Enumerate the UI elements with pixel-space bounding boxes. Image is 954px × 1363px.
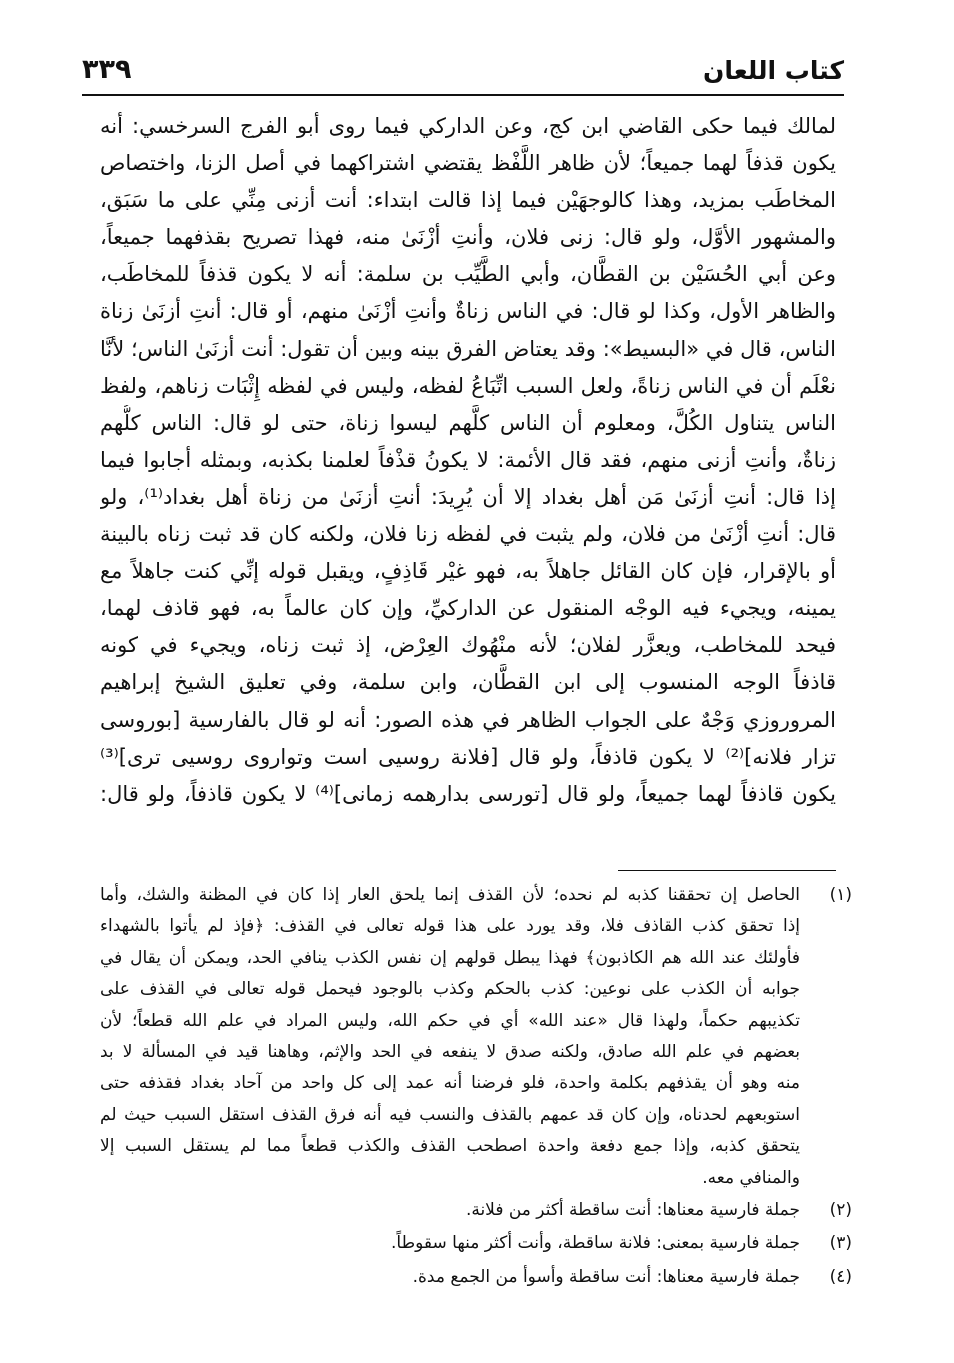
footnote-line: يتحقق كذبه، وإذا جمع دفعة واحدة اصطحب القذف والكذب قطعاً مما لم يستقل السبب إلا — [100, 1136, 800, 1157]
text-line: المخاطَب بمزيد، وهذا كالوجهَيْن فيما إذا قالت ابتداء: أنت أزنى مِنِّي على ما سَبَق، — [100, 188, 836, 213]
footnote-line: الحاصل إن تحققنا كذبه لم نحده؛ لأن القذف إنما يلحق العار إذا كان في المظنة والشك، وأما — [100, 885, 800, 905]
footnote-line: تكذيبهم حكماً، ولهذا قال «عند الله» أي في حكم الله، وليس المراد في علم الله قطعاً؛ لأن — [100, 1010, 800, 1031]
page-header — [82, 52, 844, 92]
footnote-2 — [100, 1194, 852, 1228]
footnote-line: منه وهو أن يقذفهم بكلمة واحدة، فلو فرضنا أنه عمد إلى كل واحد من آحاد بغداد فقذفه حتى — [100, 1073, 800, 1094]
text-line: زناةٌ، وأنتِ أزنى منهم، فقد قال الأئمة: لا يكونُ قذْفاً لعلمنا بكذبه، وبمثله أجابوا فيما — [100, 447, 836, 472]
footnote-line: جملة فارسية بمعنى: فلانة ساقطة، وأنت أكثر منها سقوطاً. — [391, 1233, 800, 1254]
main-text — [100, 108, 836, 813]
footnote-line: جملة فارسية معناها: أنت ساقطة وأسوأ من الجمع مدة. — [412, 1266, 800, 1287]
text-line: والظاهر الأول، وكذا لو قال: في الناس زناةٌ وأنتِ أزْنَىٰ منهم، أو قال: أنتِ أزنَىٰ زناة — [100, 299, 836, 324]
text-line: لمالك فيما حكى القاضي ابن كج، وعن الداركي فيما روى أبو الفرج السرخسي: أنه — [100, 114, 836, 138]
footnote-line: إذا تحقق كذب القاذف فلا، وقد يورد على هذا قوله تعالى في القذف: ﴿فإذ لم يأتوا بالشهداء — [100, 916, 800, 937]
footnote-line: بعضهم في علم الله صادق، ولكنه صدق لا ينفعه في الحد والإثم، وهاهنا قيد في المسألة لا بد — [100, 1041, 800, 1062]
text-line: وعن أبي الحُسَيْن بن القطَّان، وأبي الطَّيِّب بن سلمة: أنه لا يكون قذفاً للمخاطَب، — [100, 262, 836, 287]
page-number: ٣٣٩ — [82, 54, 132, 85]
footnote-number: (١) — [829, 885, 852, 905]
text-line: تزار فلانه]⁽²⁾ لا يكون قاذفاً، ولو قال [فلانة روسيى است وتواروى روسيى ترى]⁽³⁾ — [100, 744, 836, 769]
text-line: أو بالإقرار، فإن كان القائل جاهلاً به، فهو غيْر قَاذِفٍ، ويقبل قوله إنِّي كنت جاهلاً مع — [100, 559, 836, 584]
running-title: كتاب اللعان — [703, 56, 844, 85]
footnote-number: (٣) — [829, 1233, 852, 1254]
text-line: قال: أنتِ أزْنَىٰ من فلان، ولم يثبت في لفظه زنا فلان، ولكنه كان قد ثبت زناه بالبينة — [100, 522, 836, 547]
text-line: يكون قاذفاً لهما جميعاً، ولو قال [تورسى بدارهمه زمانى]⁽⁴⁾ لا يكون قاذفاً، ولو قال: — [100, 781, 836, 806]
footnote-line: والمنافي معه. — [702, 1167, 800, 1188]
text-line: والمشهور الأوَّل، ولو قال: زنى فلان، وأنتِ أزْنَىٰ منه، فهذا تصريح بقذفهما جميعاً، — [100, 225, 836, 250]
text-line: الناس، قال في «البسيط»: وقد يعتاض الفرق بينه وبين أن تقول: أنت أزنَىٰ الناس؛ لأنَّا — [100, 336, 836, 361]
text-line: الناس يتناول الكُلَّ، ومعلوم أن الناس كلَّهم ليسوا زناة، حتى لو قال: الناس كلُّهم — [100, 410, 836, 435]
footnote-divider — [618, 870, 836, 871]
footnote-4 — [100, 1261, 852, 1295]
footnote-line: جوابه أن الكذب على نوعين: كذب بالحكم وكذب بالوجود فيحمل قوله تعالى في القذف على — [100, 979, 800, 1000]
text-line: فيحد للمخاطب، ويعزَّر لفلان؛ لأنه منْهُوك العِرْض، إذ ثبت زناه، ويجيء في كونه — [100, 633, 836, 658]
footnotes — [100, 880, 852, 1294]
text-line: قاذفاً الوجه المنسوب إلى ابن القطَّان، وابن سلمة، وفي تعليق الشيخ إبراهيم — [100, 670, 836, 695]
header-divider — [82, 94, 844, 96]
footnote-line: فأولئك عند الله هم الكاذبون﴾ فهذا يبطل قولهم إن نفس الكذب ينافي الحد، ويمكن أن يقال في — [100, 947, 800, 968]
footnote-line: جملة فارسية معناها: أنت ساقطة أكثر من فلانة. — [465, 1199, 800, 1220]
footnote-3 — [100, 1227, 852, 1261]
text-line: يكون قذفاً لهما جميعاً؛ لأن ظاهر اللَّفْظ يقتضي اشتراكهما في أصل الزنا، واختصاص — [100, 151, 836, 176]
text-line: يمينه، ويجيء فيه الوجْه المنقول عن الداركيِّ، وإن كان عالماً به، فهو قاذف لهما، — [100, 596, 836, 621]
text-line: إذا قال: أنتِ أزنَىٰ مَن أهل بغداد إلا أن يُرِيدَ: أنتِ أزنَىٰ من زناة أهل بغداد⁽¹⁾، ولو — [100, 484, 836, 509]
footnote-number: (٤) — [829, 1266, 852, 1287]
footnote-line: استوبعهم لحدناه، وإن كان قد عمهم بالقذف والنسب فيه أنه فرق القذف استقل السبب حيث لم — [100, 1104, 800, 1125]
footnote-1 — [100, 880, 852, 1194]
footnote-number: (٢) — [829, 1199, 852, 1220]
text-line: المروروزي وَجْهٌ على الجواب الظاهر في هذه الصور: أنه لو قال بالفارسية [بوروسى — [100, 707, 836, 732]
text-line: نعْلَم أن في الناس زناةً، ولعل السبب اتِّبَاعُ لفظه، وليس في لفظه إِثْبَات زناهم، ولفظ — [100, 373, 836, 398]
